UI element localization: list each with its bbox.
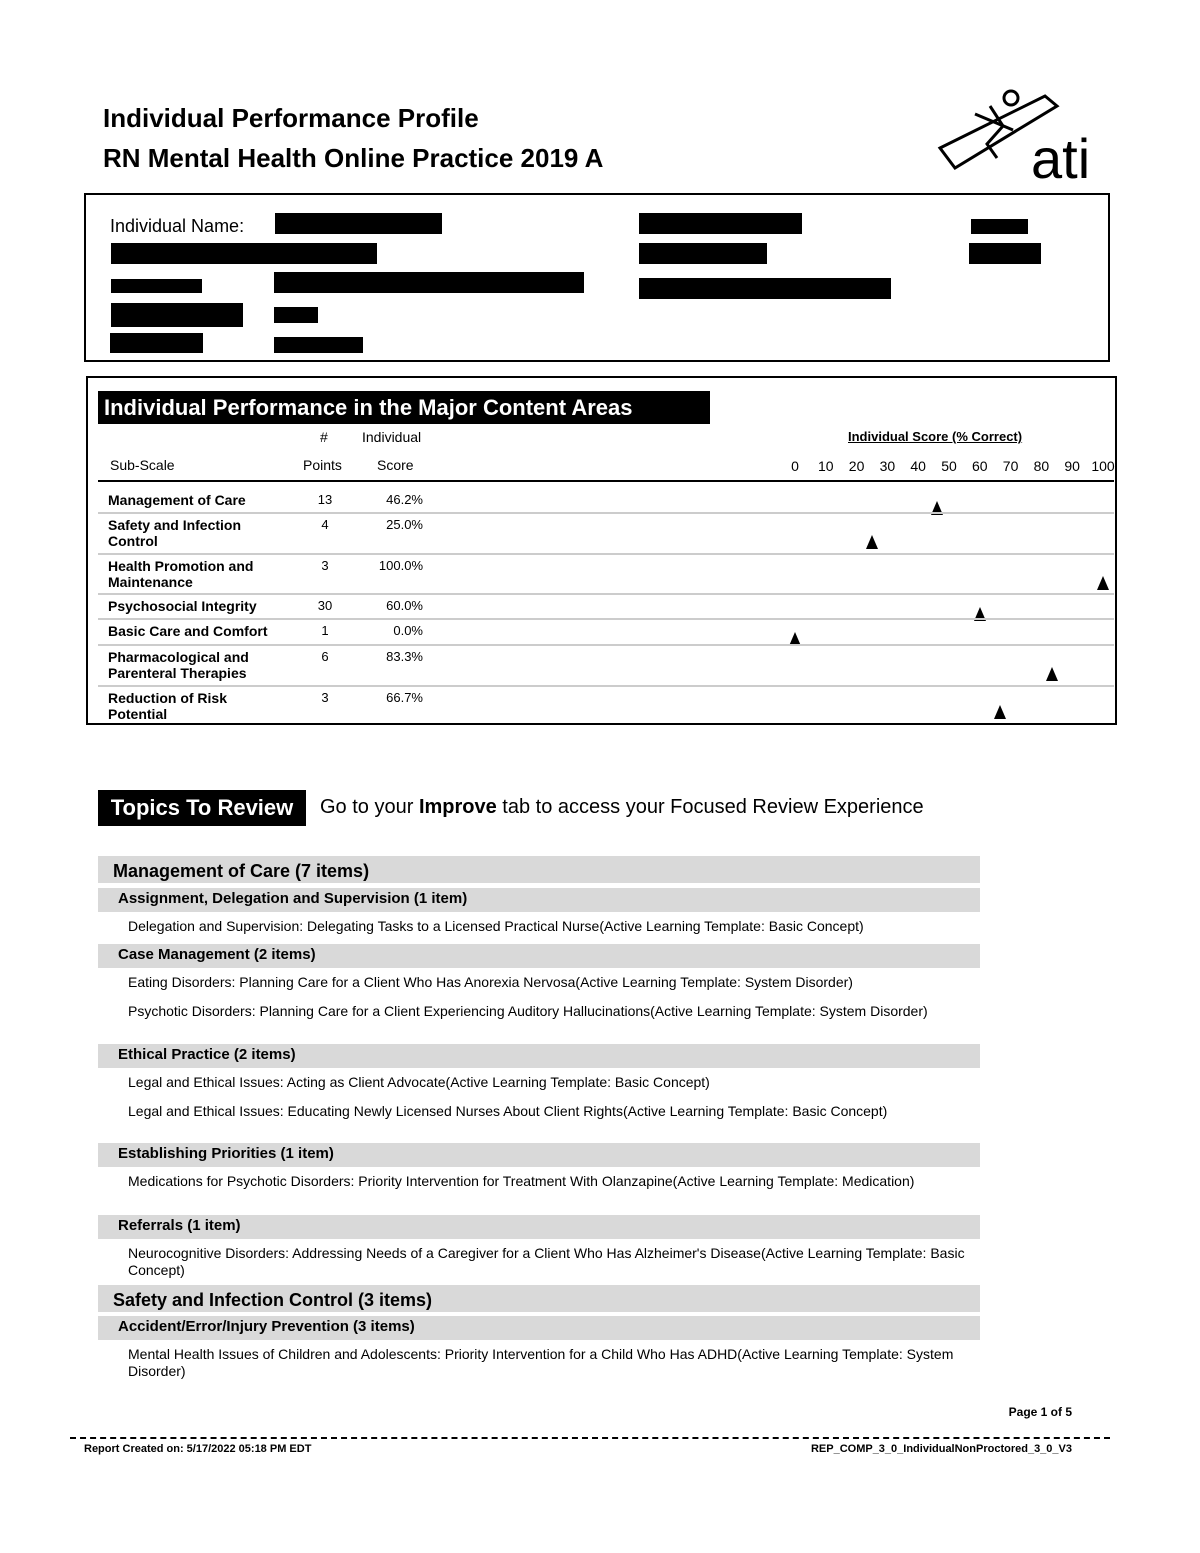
scale-tick-label: 100 bbox=[1091, 458, 1115, 474]
topics-to-review-badge: Topics To Review bbox=[98, 790, 306, 826]
row-divider bbox=[98, 644, 1114, 646]
topic-item: Legal and Ethical Issues: Educating Newly Licensed Nurses About Client Rights(Active Learning Template: Basic Concept) bbox=[128, 1103, 888, 1119]
focused-review-message bbox=[320, 796, 924, 819]
score-value: 60.0% bbox=[386, 598, 423, 613]
section-management-of-care: Management of Care (7 items) bbox=[98, 856, 980, 883]
scale-tick-label: 80 bbox=[1033, 458, 1050, 474]
score-col-header: Score bbox=[377, 457, 414, 473]
redacted-field bbox=[274, 307, 318, 323]
points-value: 13 bbox=[317, 492, 333, 507]
subscale-label: Pharmacological and Parenteral Therapies bbox=[108, 649, 249, 681]
message-pre: Go to your bbox=[320, 796, 419, 818]
scale-tick-label: 40 bbox=[910, 458, 926, 474]
subsection-referrals: Referrals (1 item) bbox=[98, 1215, 980, 1239]
row-divider bbox=[98, 593, 1114, 595]
redacted-field bbox=[274, 337, 363, 353]
scale-tick-label: 0 bbox=[791, 458, 799, 474]
points-value: 3 bbox=[321, 558, 329, 573]
redacted-field bbox=[639, 243, 767, 264]
redacted-field bbox=[971, 219, 1028, 234]
subscale-label: Safety and Infection Control bbox=[108, 517, 242, 549]
improve-tab-label: Improve bbox=[418, 796, 497, 818]
topic-item: Neurocognitive Disorders: Addressing Needs of a Caregiver for a Client Who Has Alzheimer's Disease(Active Learning Template: Basic Concept) bbox=[128, 1245, 965, 1278]
subscale-label: Psychosocial Integrity bbox=[108, 598, 257, 614]
points-value: 30 bbox=[317, 598, 333, 613]
ati-logo-icon bbox=[935, 86, 1107, 186]
header-divider bbox=[98, 480, 1114, 482]
points-col-header: Points bbox=[303, 457, 342, 473]
scale-title: Individual Score (% Correct) bbox=[848, 429, 1023, 444]
subscale-label: Health Promotion and Maintenance bbox=[108, 558, 254, 590]
subsection-accident-error-injury: Accident/Error/Injury Prevention (3 items) bbox=[98, 1316, 980, 1340]
score-marker bbox=[994, 705, 1006, 719]
score-value: 25.0% bbox=[386, 517, 423, 532]
points-value: 6 bbox=[321, 649, 329, 664]
redacted-field bbox=[110, 333, 203, 353]
subsection-establishing-priorities: Establishing Priorities (1 item) bbox=[98, 1143, 980, 1167]
individual-name-label: Individual Name: bbox=[110, 216, 245, 236]
report-created: Report Created on: 5/17/2022 05:18 PM EDT bbox=[84, 1443, 312, 1455]
subsection-case-management: Case Management (2 items) bbox=[98, 944, 980, 968]
score-marker bbox=[866, 535, 878, 549]
scale-tick-label: 10 bbox=[818, 458, 834, 474]
redacted-name bbox=[275, 213, 442, 234]
points-col-header-top: # bbox=[320, 429, 328, 445]
topic-item: Mental Health Issues of Children and Adolescents: Priority Intervention for a Child Who Has ADHD(Active Learning Template: System Disorder) bbox=[128, 1346, 954, 1379]
performance-banner: Individual Performance in the Major Content Areas bbox=[98, 391, 710, 424]
points-value: 1 bbox=[321, 623, 329, 638]
subscale-label: Reduction of Risk Potential bbox=[108, 690, 228, 722]
scale-tick-label: 60 bbox=[972, 458, 988, 474]
topic-item: Psychotic Disorders: Planning Care for a Client Experiencing Auditory Hallucinations(Active Learning Template: System Disorder) bbox=[128, 1003, 928, 1019]
redacted-field bbox=[274, 272, 584, 293]
ati-logo bbox=[935, 86, 1107, 186]
score-value: 0.0% bbox=[393, 623, 423, 638]
scale-tick-label: 20 bbox=[848, 458, 865, 474]
row-divider bbox=[98, 685, 1114, 687]
subscale-label: Management of Care bbox=[108, 492, 246, 508]
topic-item: Eating Disorders: Planning Care for a Client Who Has Anorexia Nervosa(Active Learning Template: System Disorder) bbox=[128, 974, 853, 990]
row-divider bbox=[98, 512, 1114, 514]
topic-item: Medications for Psychotic Disorders: Priority Intervention for Treatment With Olanzapine(Active Learning Template: Medication) bbox=[128, 1173, 915, 1189]
redacted-field bbox=[111, 243, 377, 264]
subscale-col-header: Sub-Scale bbox=[110, 457, 175, 473]
redacted-field bbox=[639, 278, 891, 299]
scale-tick-label: 50 bbox=[941, 458, 957, 474]
subsection-ethical-practice: Ethical Practice (2 items) bbox=[98, 1044, 980, 1068]
score-col-header-top: Individual bbox=[362, 429, 422, 445]
score-value: 100.0% bbox=[378, 558, 423, 573]
scale-tick-label: 30 bbox=[879, 458, 896, 474]
scale-tick-label: 70 bbox=[1002, 458, 1019, 474]
section-safety-infection-control: Safety and Infection Control (3 items) bbox=[98, 1285, 980, 1312]
footer-divider bbox=[70, 1437, 1110, 1439]
page-number: Page 1 of 5 bbox=[1008, 1405, 1072, 1419]
subscale-label: Basic Care and Comfort bbox=[108, 623, 268, 639]
topic-item: Delegation and Supervision: Delegating Tasks to a Licensed Practical Nurse(Active Learning Template: Basic Concept) bbox=[128, 918, 864, 934]
redacted-field bbox=[111, 279, 202, 293]
row-divider bbox=[98, 618, 1114, 620]
message-post: tab to access your Focused Review Experience bbox=[496, 796, 924, 818]
score-marker bbox=[1097, 576, 1109, 590]
points-value: 3 bbox=[321, 690, 329, 705]
score-value: 83.3% bbox=[386, 649, 423, 664]
report-id: REP_COMP_3_0_IndividualNonProctored_3_0_V3 bbox=[810, 1443, 1072, 1455]
row-divider bbox=[98, 553, 1114, 555]
topic-item: Legal and Ethical Issues: Acting as Client Advocate(Active Learning Template: Basic Concept) bbox=[128, 1074, 710, 1090]
points-value: 4 bbox=[321, 517, 329, 532]
redacted-field bbox=[969, 243, 1041, 264]
redacted-field bbox=[639, 213, 802, 234]
score-value: 46.2% bbox=[386, 492, 423, 507]
subsection-assignment-delegation: Assignment, Delegation and Supervision (1 item) bbox=[98, 888, 980, 912]
score-marker bbox=[1046, 667, 1058, 681]
page-title: Individual Performance Profile bbox=[103, 103, 479, 133]
redacted-field bbox=[111, 303, 243, 327]
logo-text: ati bbox=[1031, 127, 1091, 186]
scale-tick-label: 90 bbox=[1064, 458, 1080, 474]
page-subtitle: RN Mental Health Online Practice 2019 A bbox=[103, 143, 604, 173]
score-value: 66.7% bbox=[386, 690, 423, 705]
